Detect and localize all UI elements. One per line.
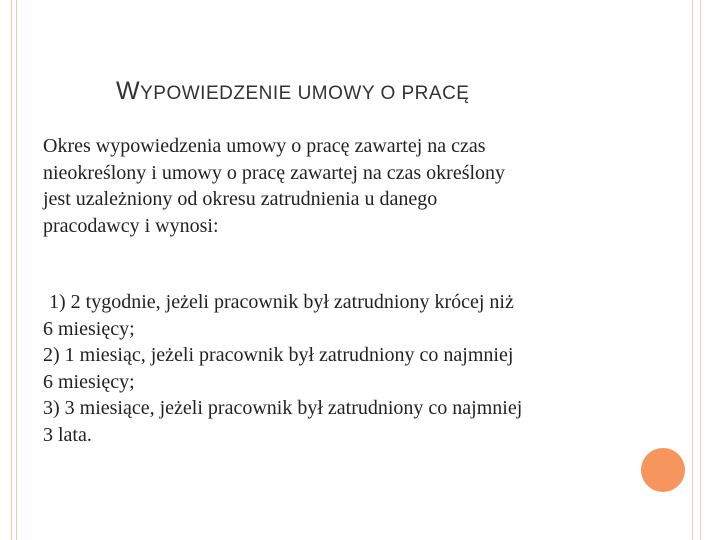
left-frame-line-inner [16, 0, 17, 540]
list-item-1-line-1: 1) 2 tygodnie, jeżeli pracownik był zatrudniony krócej niż [49, 291, 514, 313]
list-item-1-line-2: 6 miesięcy; [43, 317, 135, 340]
intro-line-1: Okres wypowiedzenia umowy o pracę zawartej na czas [43, 135, 486, 157]
list-item-3-line-1: 3) 3 miesiące, jeżeli pracownik był zatrudniony co najmniej [43, 397, 523, 419]
list-item-2-line-1: 2) 1 miesiąc, jeżeli pracownik był zatrudniony co najmniej [43, 344, 514, 366]
accent-circle [641, 448, 685, 492]
left-frame-line-outer [11, 0, 12, 540]
list-item-2 [43, 342, 643, 395]
notice-period-list [43, 289, 643, 448]
right-frame-line-outer [700, 0, 701, 540]
right-frame-line-inner [692, 0, 693, 540]
list-item-1 [43, 289, 643, 342]
intro-line-3: jest uzależniony od okresu zatrudnienia u danego [43, 188, 438, 210]
intro-line-2: nieokreślony i umowy o pracę zawartej na czas określony [43, 161, 506, 184]
slide-title [116, 77, 469, 106]
intro-line-4: pracodawcy i wynosi: [43, 214, 219, 237]
list-item-3 [43, 395, 643, 448]
list-item-2-line-2: 6 miesięcy; [43, 370, 135, 393]
list-item-3-line-2: 3 lata. [43, 423, 92, 446]
title-rest: YPOWIEDZENIE UMOWY O PRACĘ [140, 83, 470, 104]
intro-paragraph [43, 133, 643, 239]
title-first-letter: W [116, 77, 141, 105]
